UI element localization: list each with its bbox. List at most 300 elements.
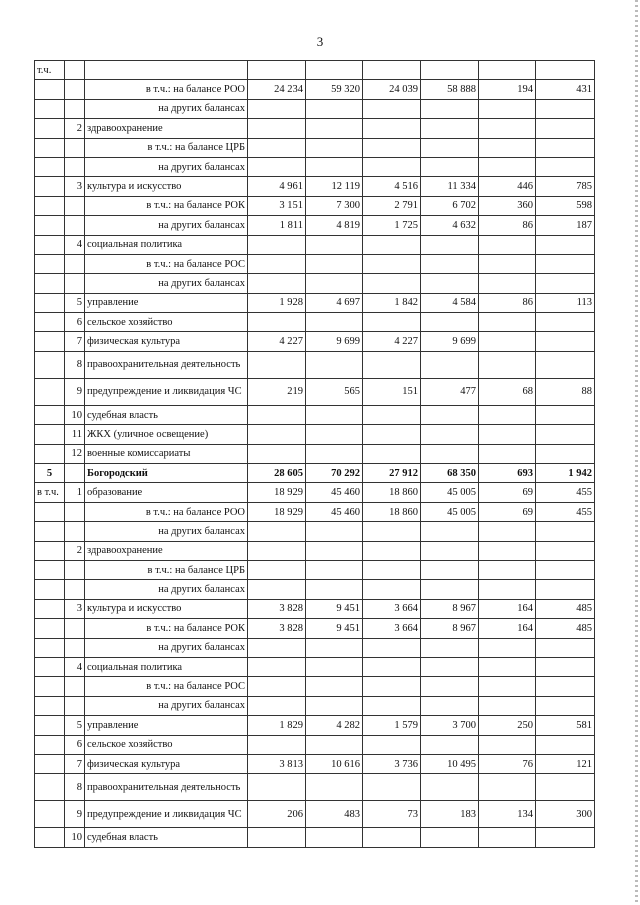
value-cell-5: 446 — [479, 177, 536, 196]
value-cell-2: 70 292 — [306, 464, 363, 483]
value-cell-4: 10 495 — [421, 754, 479, 773]
value-cell-5: 194 — [479, 80, 536, 99]
row-number-cell: 8 — [65, 774, 85, 801]
section-cell — [35, 157, 65, 176]
value-cell-5 — [479, 138, 536, 157]
value-cell-6 — [536, 580, 595, 599]
item-name-cell: на других балансах — [85, 522, 248, 541]
value-cell-3 — [363, 351, 421, 378]
item-name-cell: на других балансах — [85, 638, 248, 657]
value-cell-5 — [479, 235, 536, 254]
value-cell-5: 69 — [479, 483, 536, 502]
value-cell-4: 58 888 — [421, 80, 479, 99]
value-cell-2: 7 300 — [306, 196, 363, 215]
value-cell-1 — [248, 274, 306, 293]
table-row — [35, 464, 595, 483]
value-cell-6 — [536, 61, 595, 80]
row-number-cell — [65, 61, 85, 80]
section-cell — [35, 216, 65, 235]
value-cell-6 — [536, 405, 595, 424]
section-cell — [35, 638, 65, 657]
value-cell-4 — [421, 657, 479, 676]
value-cell-5 — [479, 332, 536, 351]
value-cell-6: 785 — [536, 177, 595, 196]
budget-table — [34, 60, 595, 848]
value-cell-1 — [248, 138, 306, 157]
value-cell-2 — [306, 157, 363, 176]
item-name-cell: физическая культура — [85, 754, 248, 773]
table-row — [35, 274, 595, 293]
value-cell-4 — [421, 405, 479, 424]
value-cell-6: 300 — [536, 801, 595, 828]
row-number-cell: 7 — [65, 332, 85, 351]
value-cell-6 — [536, 425, 595, 444]
value-cell-1: 28 605 — [248, 464, 306, 483]
row-number-cell — [65, 502, 85, 521]
value-cell-1 — [248, 828, 306, 847]
value-cell-6: 121 — [536, 754, 595, 773]
value-cell-1: 18 929 — [248, 502, 306, 521]
value-cell-1 — [248, 313, 306, 332]
value-cell-1: 219 — [248, 378, 306, 405]
value-cell-3 — [363, 828, 421, 847]
item-name-cell: правоохранительная деятельность — [85, 774, 248, 801]
value-cell-3: 3 664 — [363, 619, 421, 638]
table-row — [35, 405, 595, 424]
item-name-cell: образование — [85, 483, 248, 502]
table-row — [35, 774, 595, 801]
table-row — [35, 716, 595, 735]
value-cell-4 — [421, 157, 479, 176]
value-cell-1: 206 — [248, 801, 306, 828]
value-cell-1 — [248, 580, 306, 599]
section-cell — [35, 405, 65, 424]
value-cell-1: 1 811 — [248, 216, 306, 235]
value-cell-2 — [306, 580, 363, 599]
section-cell — [35, 444, 65, 463]
row-number-cell — [65, 196, 85, 215]
value-cell-2 — [306, 119, 363, 138]
value-cell-4 — [421, 541, 479, 560]
table-row — [35, 177, 595, 196]
value-cell-4 — [421, 313, 479, 332]
value-cell-6 — [536, 735, 595, 754]
value-cell-5 — [479, 157, 536, 176]
value-cell-5 — [479, 828, 536, 847]
row-number-cell: 1 — [65, 483, 85, 502]
value-cell-4: 9 699 — [421, 332, 479, 351]
value-cell-3 — [363, 61, 421, 80]
value-cell-4 — [421, 425, 479, 444]
value-cell-2: 45 460 — [306, 502, 363, 521]
table-row — [35, 157, 595, 176]
value-cell-4 — [421, 99, 479, 118]
row-number-cell — [65, 216, 85, 235]
table-row — [35, 196, 595, 215]
value-cell-1: 3 813 — [248, 754, 306, 773]
value-cell-6 — [536, 828, 595, 847]
value-cell-2: 59 320 — [306, 80, 363, 99]
item-name-cell: предупреждение и ликвидация ЧС — [85, 378, 248, 405]
section-cell: т.ч. — [35, 61, 65, 80]
value-cell-2 — [306, 696, 363, 715]
row-number-cell: 5 — [65, 293, 85, 312]
row-number-cell — [65, 522, 85, 541]
section-cell: в т.ч. — [35, 483, 65, 502]
value-cell-4 — [421, 696, 479, 715]
row-number-cell — [65, 138, 85, 157]
table-row — [35, 332, 595, 351]
value-cell-6 — [536, 444, 595, 463]
value-cell-1: 1 928 — [248, 293, 306, 312]
value-cell-2: 483 — [306, 801, 363, 828]
item-name-cell: предупреждение и ликвидация ЧС — [85, 801, 248, 828]
value-cell-6 — [536, 274, 595, 293]
row-number-cell — [65, 274, 85, 293]
item-name-cell: на других балансах — [85, 99, 248, 118]
value-cell-2 — [306, 351, 363, 378]
row-number-cell: 4 — [65, 235, 85, 254]
row-number-cell — [65, 619, 85, 638]
value-cell-3 — [363, 677, 421, 696]
value-cell-3 — [363, 425, 421, 444]
section-cell — [35, 351, 65, 378]
item-name-cell: на других балансах — [85, 696, 248, 715]
section-cell — [35, 274, 65, 293]
value-cell-2 — [306, 235, 363, 254]
value-cell-2 — [306, 657, 363, 676]
table-row — [35, 599, 595, 618]
value-cell-4 — [421, 444, 479, 463]
value-cell-6: 113 — [536, 293, 595, 312]
row-number-cell: 2 — [65, 541, 85, 560]
value-cell-5 — [479, 580, 536, 599]
row-number-cell: 10 — [65, 828, 85, 847]
value-cell-2 — [306, 425, 363, 444]
value-cell-5 — [479, 99, 536, 118]
value-cell-2 — [306, 774, 363, 801]
value-cell-2 — [306, 254, 363, 273]
value-cell-1 — [248, 560, 306, 579]
item-name-cell: управление — [85, 293, 248, 312]
value-cell-1 — [248, 119, 306, 138]
table-row — [35, 638, 595, 657]
value-cell-5 — [479, 313, 536, 332]
value-cell-3: 151 — [363, 378, 421, 405]
value-cell-3 — [363, 274, 421, 293]
item-name-cell: культура и искусство — [85, 177, 248, 196]
item-name-cell: в т.ч.: на балансе РОО — [85, 502, 248, 521]
value-cell-5 — [479, 444, 536, 463]
value-cell-3 — [363, 580, 421, 599]
value-cell-1: 4 961 — [248, 177, 306, 196]
value-cell-6: 455 — [536, 502, 595, 521]
table-row — [35, 541, 595, 560]
value-cell-3 — [363, 157, 421, 176]
value-cell-2: 9 451 — [306, 619, 363, 638]
value-cell-5 — [479, 351, 536, 378]
value-cell-3 — [363, 235, 421, 254]
section-cell — [35, 801, 65, 828]
table-row — [35, 425, 595, 444]
value-cell-4 — [421, 735, 479, 754]
value-cell-4 — [421, 61, 479, 80]
value-cell-6 — [536, 638, 595, 657]
value-cell-2: 45 460 — [306, 483, 363, 502]
section-cell — [35, 599, 65, 618]
table-row — [35, 657, 595, 676]
value-cell-3: 18 860 — [363, 483, 421, 502]
table-row — [35, 677, 595, 696]
value-cell-3: 27 912 — [363, 464, 421, 483]
item-name-cell: на других балансах — [85, 157, 248, 176]
value-cell-6 — [536, 157, 595, 176]
table-row — [35, 735, 595, 754]
value-cell-5 — [479, 254, 536, 273]
value-cell-5 — [479, 425, 536, 444]
value-cell-1 — [248, 351, 306, 378]
row-number-cell — [65, 638, 85, 657]
item-name-cell: судебная власть — [85, 828, 248, 847]
value-cell-2: 4 697 — [306, 293, 363, 312]
row-number-cell: 9 — [65, 378, 85, 405]
item-name-cell: Богородский — [85, 464, 248, 483]
value-cell-1 — [248, 61, 306, 80]
table-row — [35, 619, 595, 638]
value-cell-1 — [248, 774, 306, 801]
value-cell-1: 24 234 — [248, 80, 306, 99]
value-cell-5 — [479, 677, 536, 696]
value-cell-5: 86 — [479, 293, 536, 312]
row-number-cell: 3 — [65, 177, 85, 196]
value-cell-2 — [306, 541, 363, 560]
item-name-cell: управление — [85, 716, 248, 735]
value-cell-6 — [536, 235, 595, 254]
value-cell-1 — [248, 235, 306, 254]
value-cell-4 — [421, 580, 479, 599]
table-row — [35, 80, 595, 99]
table-row — [35, 502, 595, 521]
value-cell-5: 164 — [479, 619, 536, 638]
table-row — [35, 828, 595, 847]
section-cell — [35, 657, 65, 676]
row-number-cell: 10 — [65, 405, 85, 424]
value-cell-4: 11 334 — [421, 177, 479, 196]
value-cell-2 — [306, 313, 363, 332]
row-number-cell — [65, 157, 85, 176]
row-number-cell: 4 — [65, 657, 85, 676]
section-cell — [35, 696, 65, 715]
value-cell-2: 9 451 — [306, 599, 363, 618]
value-cell-3: 24 039 — [363, 80, 421, 99]
value-cell-2 — [306, 735, 363, 754]
value-cell-5 — [479, 774, 536, 801]
value-cell-6 — [536, 696, 595, 715]
value-cell-3: 4 516 — [363, 177, 421, 196]
value-cell-5 — [479, 638, 536, 657]
item-name-cell: в т.ч.: на балансе ЦРБ — [85, 138, 248, 157]
row-number-cell: 8 — [65, 351, 85, 378]
item-name-cell: в т.ч.: на балансе РОС — [85, 677, 248, 696]
value-cell-2: 4 819 — [306, 216, 363, 235]
value-cell-5: 250 — [479, 716, 536, 735]
row-number-cell — [65, 560, 85, 579]
table-row — [35, 99, 595, 118]
value-cell-2 — [306, 61, 363, 80]
value-cell-6: 485 — [536, 599, 595, 618]
value-cell-5 — [479, 522, 536, 541]
item-name-cell: в т.ч.: на балансе РОО — [85, 80, 248, 99]
value-cell-4: 4 632 — [421, 216, 479, 235]
value-cell-1: 3 151 — [248, 196, 306, 215]
value-cell-1 — [248, 657, 306, 676]
value-cell-1 — [248, 444, 306, 463]
value-cell-5: 134 — [479, 801, 536, 828]
value-cell-2 — [306, 405, 363, 424]
section-cell — [35, 177, 65, 196]
value-cell-3: 73 — [363, 801, 421, 828]
value-cell-3: 1 842 — [363, 293, 421, 312]
value-cell-3 — [363, 444, 421, 463]
row-number-cell: 11 — [65, 425, 85, 444]
value-cell-6: 88 — [536, 378, 595, 405]
value-cell-2: 9 699 — [306, 332, 363, 351]
row-number-cell — [65, 696, 85, 715]
item-name-cell: здравоохранение — [85, 119, 248, 138]
table-row — [35, 119, 595, 138]
table-row — [35, 580, 595, 599]
section-cell — [35, 313, 65, 332]
section-cell — [35, 196, 65, 215]
value-cell-5: 69 — [479, 502, 536, 521]
item-name-cell: на других балансах — [85, 216, 248, 235]
value-cell-3: 1 725 — [363, 216, 421, 235]
value-cell-6 — [536, 522, 595, 541]
item-name-cell: в т.ч.: на балансе РОК — [85, 619, 248, 638]
value-cell-4: 4 584 — [421, 293, 479, 312]
value-cell-4 — [421, 351, 479, 378]
value-cell-4: 8 967 — [421, 619, 479, 638]
value-cell-3: 1 579 — [363, 716, 421, 735]
value-cell-1 — [248, 696, 306, 715]
row-number-cell: 7 — [65, 754, 85, 773]
section-cell — [35, 619, 65, 638]
page-number: 3 — [316, 34, 324, 49]
value-cell-6 — [536, 774, 595, 801]
value-cell-5: 68 — [479, 378, 536, 405]
item-name-cell: сельское хозяйство — [85, 735, 248, 754]
value-cell-4 — [421, 522, 479, 541]
section-cell — [35, 541, 65, 560]
section-cell — [35, 293, 65, 312]
section-cell — [35, 378, 65, 405]
value-cell-6 — [536, 560, 595, 579]
value-cell-6 — [536, 138, 595, 157]
table-row — [35, 483, 595, 502]
value-cell-4: 183 — [421, 801, 479, 828]
value-cell-4 — [421, 638, 479, 657]
table-row — [35, 235, 595, 254]
value-cell-4 — [421, 828, 479, 847]
section-cell — [35, 754, 65, 773]
section-cell — [35, 522, 65, 541]
row-number-cell — [65, 99, 85, 118]
value-cell-1 — [248, 541, 306, 560]
value-cell-6: 455 — [536, 483, 595, 502]
table-row — [35, 293, 595, 312]
value-cell-2 — [306, 274, 363, 293]
row-number-cell: 6 — [65, 735, 85, 754]
item-name-cell: в т.ч.: на балансе ЦРБ — [85, 560, 248, 579]
section-cell — [35, 716, 65, 735]
value-cell-5: 86 — [479, 216, 536, 235]
value-cell-6: 1 942 — [536, 464, 595, 483]
table-row — [35, 444, 595, 463]
section-cell — [35, 99, 65, 118]
item-name-cell: в т.ч.: на балансе РОК — [85, 196, 248, 215]
value-cell-3: 3 664 — [363, 599, 421, 618]
section-cell: 5 — [35, 464, 65, 483]
value-cell-3 — [363, 774, 421, 801]
table-row — [35, 560, 595, 579]
section-cell — [35, 828, 65, 847]
value-cell-4: 477 — [421, 378, 479, 405]
value-cell-2 — [306, 828, 363, 847]
section-cell — [35, 332, 65, 351]
value-cell-2 — [306, 522, 363, 541]
value-cell-6 — [536, 541, 595, 560]
value-cell-1: 18 929 — [248, 483, 306, 502]
value-cell-2 — [306, 560, 363, 579]
value-cell-5 — [479, 560, 536, 579]
value-cell-6 — [536, 677, 595, 696]
section-cell — [35, 119, 65, 138]
value-cell-1: 3 828 — [248, 599, 306, 618]
value-cell-2: 565 — [306, 378, 363, 405]
value-cell-6 — [536, 119, 595, 138]
value-cell-4: 6 702 — [421, 196, 479, 215]
value-cell-4 — [421, 677, 479, 696]
page-edge-dots — [635, 0, 638, 905]
item-name-cell — [85, 61, 248, 80]
value-cell-6 — [536, 351, 595, 378]
value-cell-3 — [363, 254, 421, 273]
value-cell-4: 8 967 — [421, 599, 479, 618]
value-cell-5: 360 — [479, 196, 536, 215]
section-cell — [35, 774, 65, 801]
value-cell-1 — [248, 677, 306, 696]
value-cell-4 — [421, 254, 479, 273]
item-name-cell: ЖКХ (уличное освещение) — [85, 425, 248, 444]
value-cell-5 — [479, 119, 536, 138]
value-cell-1 — [248, 638, 306, 657]
value-cell-2: 10 616 — [306, 754, 363, 773]
table-row — [35, 522, 595, 541]
value-cell-5 — [479, 735, 536, 754]
value-cell-5 — [479, 696, 536, 715]
table-row — [35, 754, 595, 773]
section-cell — [35, 80, 65, 99]
value-cell-3 — [363, 696, 421, 715]
table-row — [35, 61, 595, 80]
value-cell-1 — [248, 254, 306, 273]
value-cell-5: 76 — [479, 754, 536, 773]
item-name-cell: судебная власть — [85, 405, 248, 424]
row-number-cell: 12 — [65, 444, 85, 463]
table-body — [35, 61, 595, 848]
item-name-cell: на других балансах — [85, 580, 248, 599]
table-row — [35, 351, 595, 378]
